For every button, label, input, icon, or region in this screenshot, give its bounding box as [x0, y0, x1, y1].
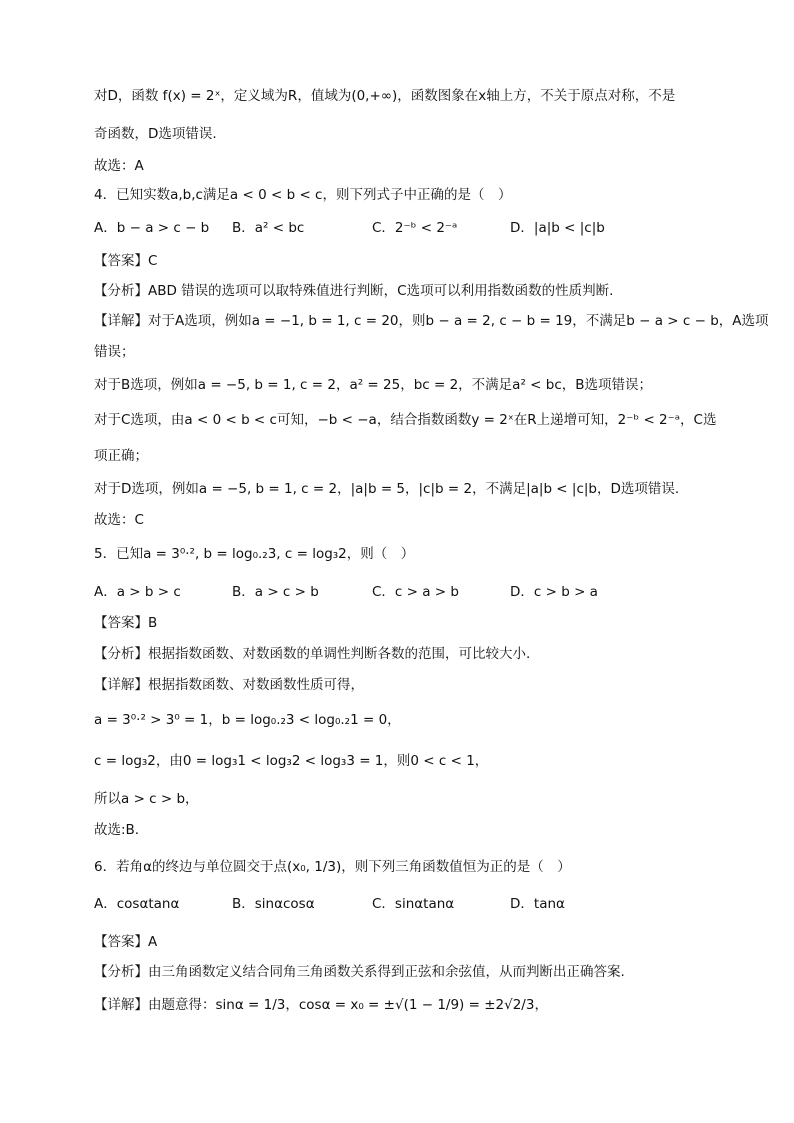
answer-label: 【答案】A — [94, 934, 158, 950]
question-stem: 6．若角α的终边与单位圆交于点(x₀, 1/3)，则下列三角函数值恒为正的是（ ） — [94, 859, 571, 875]
option-c: C．c > a > b — [372, 584, 459, 600]
question-stem: 5．已知a = 3⁰·², b = log₀.₂3, c = log₃2，则（ ） — [94, 546, 415, 562]
option-c: C．sinαtanα — [372, 896, 455, 912]
answer-label: 【答案】C — [94, 253, 158, 269]
text-line: 奇函数，D选项错误. — [94, 126, 217, 142]
option-d: D．|a|b < |c|b — [510, 220, 605, 236]
answer-label: 【答案】B — [94, 615, 158, 631]
formula-line: a = 3⁰·² > 3⁰ = 1，b = log₀.₂3 < log₀.₂1 = 0， — [94, 712, 401, 728]
text-line: 对D，函数 f(x) = 2ˣ，定义域为R，值域为(0,+∞)，函数图象在x轴上方，不关于原点对称，不是 — [94, 88, 676, 104]
analysis-text: 【分析】ABD 错误的选项可以取特殊值进行判断，C选项可以利用指数函数的性质判断. — [94, 283, 614, 299]
text-line: 对于C选项，由a < 0 < b < c可知，−b < −a，结合指数函数y = 2ˣ在R上递增可知，2⁻ᵇ < 2⁻ᵃ，C选 — [94, 412, 717, 428]
solution-text: 【详解】对于A选项，例如a = −1, b = 1, c = 20，则b − a = 2, c − b = 19，不满足b − a > c − b，A选项 — [94, 313, 769, 329]
text-line: 故选：A — [94, 158, 144, 174]
text-line: 对于D选项，例如a = −5, b = 1, c = 2，|a|b = 5，|c|b = 2，不满足|a|b < |c|b，D选项错误. — [94, 481, 680, 497]
analysis-text: 【分析】由三角函数定义结合同角三角函数关系得到正弦和余弦值，从而判断出正确答案. — [94, 964, 625, 980]
text-line: 项正确； — [94, 448, 148, 464]
option-d: D．c > b > a — [510, 584, 598, 600]
option-b: B．a² < bc — [232, 220, 305, 236]
question-stem: 4．已知实数a,b,c满足a < 0 < b < c，则下列式子中正确的是（ ） — [94, 187, 512, 203]
text-line: 所以a > c > b， — [94, 791, 199, 807]
option-b: B．sinαcosα — [232, 896, 315, 912]
analysis-text: 【分析】根据指数函数、对数函数的单调性判断各数的范围，可比较大小. — [94, 646, 531, 662]
text-line: 故选：C — [94, 512, 144, 528]
option-b: B．a > c > b — [232, 584, 319, 600]
text-line: 错误； — [94, 344, 135, 360]
text-line: 对于B选项，例如a = −5, b = 1, c = 2，a² = 25，bc = 2，不满足a² < bc，B选项错误； — [94, 377, 653, 393]
solution-text: 【详解】根据指数函数、对数函数性质可得， — [94, 677, 364, 693]
formula-line: c = log₃2，由0 = log₃1 < log₃2 < log₃3 = 1，则0 < c < 1， — [94, 753, 489, 769]
option-a: A．cosαtanα — [94, 896, 180, 912]
option-a: A．b − a > c − b — [94, 220, 210, 236]
solution-text: 【详解】由题意得：sinα = 1/3，cosα = x₀ = ±√(1 − 1/9) = ±2√2/3， — [94, 997, 548, 1013]
text-line: 故选:B. — [94, 822, 140, 838]
option-a: A．a > b > c — [94, 584, 181, 600]
option-c: C．2⁻ᵇ < 2⁻ᵃ — [372, 220, 458, 236]
option-d: D．tanα — [510, 896, 565, 912]
